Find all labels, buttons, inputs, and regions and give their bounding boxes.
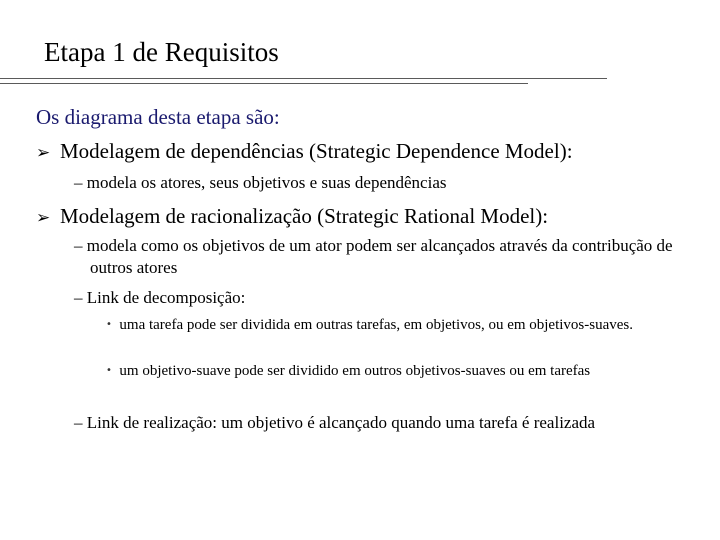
bullet-text: Modelagem de racionalização (Strategic Rational Model):	[60, 204, 549, 228]
sub-sub-text: uma tarefa pode ser dividida em outras tarefas, em objetivos, ou em objetivos-suaves.	[119, 317, 634, 333]
title-divider-top	[0, 78, 607, 79]
arrow-bullet-icon: ➢	[36, 143, 51, 163]
slide-title: Etapa 1 de Requisitos	[44, 37, 279, 67]
title-divider-bottom	[0, 83, 528, 84]
sub-item: – Link de decomposição:	[74, 288, 246, 307]
bullet-item-dependencies	[36, 137, 573, 167]
sub-sub-item	[106, 362, 659, 382]
sub-sub-text: um objetivo-suave pode ser dividido em outros objetivos-suaves ou em tarefas	[119, 363, 591, 379]
dot-bullet-icon: •	[106, 365, 112, 376]
bullet-item-rational	[36, 202, 548, 232]
sub-sub-item	[106, 316, 659, 336]
sub-item: – modela os atores, seus objetivos e suas dependências	[74, 173, 447, 192]
sub-item: – modela como os objetivos de um ator podem ser alcançados através da contribução de outros atores	[74, 236, 673, 277]
sub-item: – Link de realização: um objetivo é alcançado quando uma tarefa é realizada	[74, 413, 596, 432]
arrow-bullet-icon: ➢	[36, 208, 51, 228]
intro-text: Os diagrama desta etapa são:	[36, 105, 280, 129]
dot-bullet-icon: •	[106, 319, 112, 330]
bullet-text: Modelagem de dependências (Strategic Dependence Model):	[60, 139, 573, 163]
